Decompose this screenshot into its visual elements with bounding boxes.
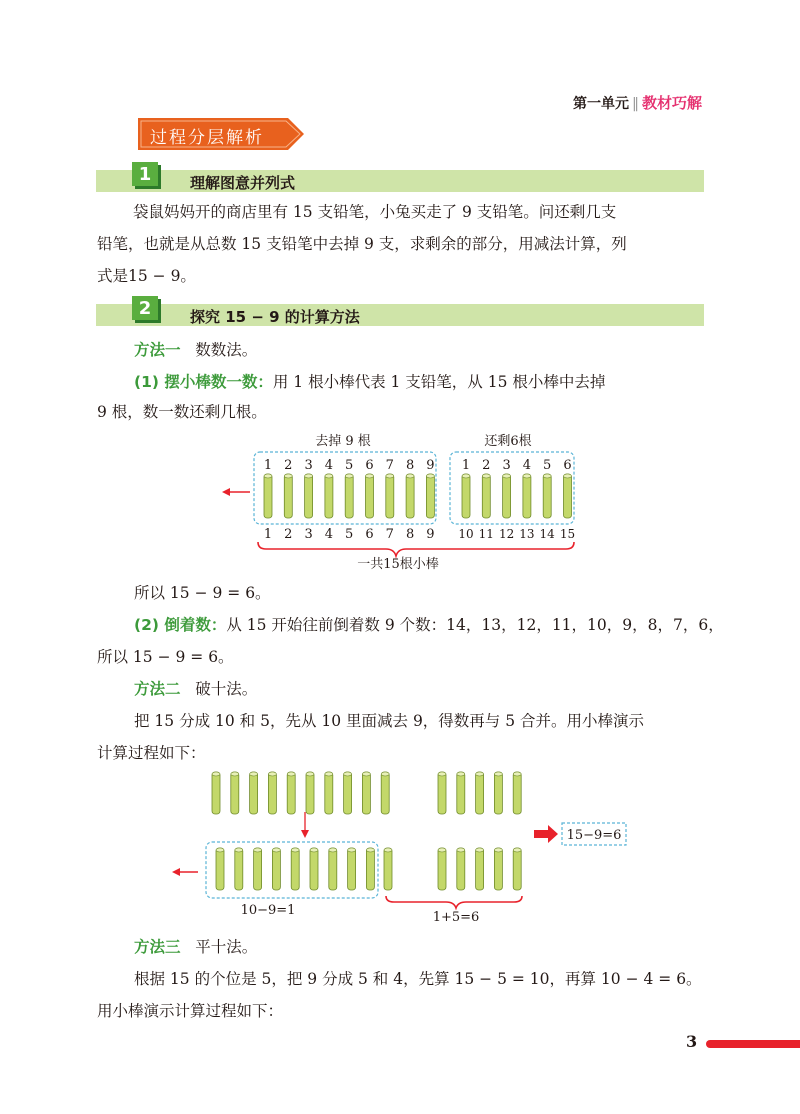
method-3-heading <box>134 935 257 957</box>
figure-2-top-sticks <box>212 772 521 814</box>
footer-red-bar <box>706 1040 800 1048</box>
figure-2-top-stick <box>287 772 295 814</box>
method-2-name: 破十法。 <box>195 680 258 698</box>
figure-2-bottom-stick <box>272 848 280 890</box>
figure-1-stick <box>462 474 470 518</box>
figure-2-top-stick <box>457 772 465 814</box>
figure-1-stick <box>523 474 531 518</box>
figure-1-top-number: 5 <box>345 458 354 473</box>
section-1-line-3: 式是15 − 9。 <box>97 267 196 285</box>
method-1-step-2-line-1 <box>134 613 724 635</box>
figure-1-top-number: 2 <box>284 458 293 473</box>
method-2-label: 方法二 <box>134 680 181 698</box>
figure-2-right-arrow-icon <box>534 825 558 843</box>
figure-1-bottom-number: 10 <box>458 527 474 541</box>
figure-2-top-stick <box>231 772 239 814</box>
figure-2-bottom-stick <box>348 848 356 890</box>
figure-2-bottom-stick <box>291 848 299 890</box>
figure-2-bottom-stick <box>494 848 502 890</box>
section-2-bar <box>96 304 704 326</box>
figure-1-stick <box>305 474 313 518</box>
method-3-name: 平十法。 <box>195 938 258 956</box>
figure-1-sticks <box>264 474 572 518</box>
figure-2-top-stick <box>513 772 521 814</box>
header-divider: ‖ <box>631 96 639 112</box>
section-2-number: 2 <box>138 298 152 319</box>
figure-2-top-stick <box>212 772 220 814</box>
figure-2-top-stick <box>268 772 276 814</box>
figure-1-top-number: 2 <box>482 458 491 473</box>
figure-2-top-stick <box>306 772 314 814</box>
method-2-line-1: 把 15 分成 10 和 5，先从 10 里面减去 9，得数再与 5 合并。用小棒演示 <box>134 712 645 730</box>
figure-1-top-number: 1 <box>461 458 471 473</box>
figure-2-eq-2: 1+5=6 <box>432 910 480 924</box>
figure-2-brace <box>386 896 522 908</box>
figure-2-bottom-stick <box>457 848 465 890</box>
figure-1-stick <box>482 474 490 518</box>
method-1-heading <box>134 338 257 360</box>
figure-1-bottom-number: 15 <box>559 527 576 541</box>
method-1-step-1-label: (1) 摆小棒数一数： <box>134 373 273 391</box>
figure-1-top-number: 5 <box>543 458 552 473</box>
figure-2-top-stick <box>344 772 352 814</box>
figure-1-bottom-number: 8 <box>405 527 415 542</box>
figure-1-bottom-number: 6 <box>365 527 374 542</box>
figure-1-bottom-number: 14 <box>539 527 555 541</box>
method-1-step-1-text: 用 1 根小棒代表 1 支铅笔，从 15 根小棒中去掉 <box>272 373 606 391</box>
method-1-name: 数数法。 <box>195 341 258 359</box>
figure-1-bottom-number: 1 <box>263 527 273 542</box>
figure-1-top-number: 7 <box>385 458 394 473</box>
figure-1-total-label: 一共15根小棒 <box>357 557 439 572</box>
figure-1-left-arrow-icon <box>222 488 230 496</box>
figure-2-bottom-stick <box>216 848 224 890</box>
method-1-result-1: 所以 15 − 9 = 6。 <box>134 584 271 602</box>
figure-1-top-number: 1 <box>263 458 273 473</box>
figure-1-bottom-number: 11 <box>478 527 494 541</box>
section-1-number-box <box>132 162 162 188</box>
figure-1-stick <box>284 474 292 518</box>
figure-2-bottom-stick <box>366 848 374 890</box>
figure-1-stick <box>564 474 572 518</box>
method-1-step-1-line-2: 9 根，数一数还剩几根。 <box>97 403 267 421</box>
figure-1-bottom-number: 3 <box>304 527 313 542</box>
figure-1-top-number: 6 <box>563 458 572 473</box>
section-1-bar <box>96 170 704 192</box>
figure-1-stick <box>543 474 551 518</box>
figure-2-top-stick <box>250 772 258 814</box>
figure-1-top-number: 4 <box>324 458 334 473</box>
figure-1-stick <box>264 474 272 518</box>
figure-1-bottom-numbers <box>264 527 575 542</box>
section-2-number-box <box>132 296 162 322</box>
figure-1-top-numbers <box>264 458 572 473</box>
method-1-step-1-line-1 <box>134 370 605 392</box>
method-1-step-2-label: (2) 倒着数： <box>134 616 227 634</box>
figure-1-stick <box>426 474 434 518</box>
figure-2-bottom-stick <box>235 848 243 890</box>
figure-2-top-stick <box>438 772 446 814</box>
section-1-line-1: 袋鼠妈妈开的商店里有 15 支铅笔，小兔买走了 9 支铅笔。问还剩几支 <box>133 203 617 221</box>
figure-2-bottom-stick <box>254 848 262 890</box>
figure-2-bottom-stick <box>438 848 446 890</box>
figure-1-remain-label: 还剩6根 <box>484 434 532 449</box>
figure-1-stick <box>366 474 374 518</box>
figure-1-brace <box>258 542 574 556</box>
figure-1-top-number: 8 <box>405 458 415 473</box>
figure-1-remove-label: 去掉 9 根 <box>315 434 371 449</box>
figure-1-stick <box>345 474 353 518</box>
figure-1-stick <box>325 474 333 518</box>
method-1-label: 方法一 <box>134 341 181 359</box>
section-1-line-2: 铅笔，也就是从总数 15 支铅笔中去掉 9 支，求剩余的部分，用减法计算，列 <box>97 235 627 253</box>
figure-2-result: 15−9=6 <box>566 828 622 843</box>
figure-1-top-number: 3 <box>304 458 313 473</box>
section-1-number: 1 <box>138 164 152 185</box>
figure-2-down-arrow-icon <box>301 830 309 838</box>
figure-2-top-stick <box>494 772 502 814</box>
figure-1-stick <box>503 474 511 518</box>
method-3-label: 方法三 <box>134 938 181 956</box>
figure-2-top-stick <box>476 772 484 814</box>
figure-2-eq-1: 10−9=1 <box>240 903 296 918</box>
figure-1-top-number: 3 <box>502 458 511 473</box>
method-2-line-2: 计算过程如下： <box>97 744 206 762</box>
method-3-line-2: 用小棒演示计算过程如下： <box>97 1002 284 1020</box>
page-number: 3 <box>686 1032 698 1051</box>
figure-1-bottom-number: 7 <box>385 527 394 542</box>
figure-1-top-number: 6 <box>365 458 374 473</box>
figure-2-bottom-stick <box>513 848 521 890</box>
header-topic: 教材巧解 <box>641 94 702 112</box>
figure-1-stick <box>386 474 394 518</box>
banner-label: 过程分层解析 <box>150 128 264 148</box>
figure-1-bottom-number: 2 <box>284 527 293 542</box>
figure-2-bottom-stick <box>310 848 318 890</box>
section-1-title: 理解图意并列式 <box>190 174 296 192</box>
figure-1-top-number: 4 <box>522 458 532 473</box>
section-banner <box>138 118 304 150</box>
figure-2-top-stick <box>325 772 333 814</box>
section-2-title: 探究 15 − 9 的计算方法 <box>190 308 360 326</box>
figure-2-top-stick <box>381 772 389 814</box>
figure-1-bottom-number: 4 <box>324 527 334 542</box>
figure-2-bottom-sticks <box>216 848 521 890</box>
figure-2-break-ten-sticks <box>170 768 630 924</box>
running-header <box>573 92 702 113</box>
figure-1-counting-sticks <box>218 428 584 572</box>
figure-2-bottom-stick <box>384 848 392 890</box>
method-1-step-2-text: 从 15 开始往前倒着数 9 个数：14，13，12，11，10，9，8，7，6， <box>226 616 724 634</box>
figure-2-bottom-stick <box>476 848 484 890</box>
method-3-line-1: 根据 15 的个位是 5，把 9 分成 5 和 4，先算 15 − 5 = 10，再算 10 − 4 = 6。 <box>134 970 702 988</box>
figure-1-top-number: 9 <box>426 458 435 473</box>
figure-2-left-arrow-icon <box>172 868 180 876</box>
figure-1-bottom-number: 5 <box>345 527 354 542</box>
figure-1-bottom-number: 13 <box>519 527 535 541</box>
method-2-heading <box>134 677 257 699</box>
header-unit: 第一单元 <box>572 96 629 112</box>
figure-2-bottom-stick <box>329 848 337 890</box>
figure-1-stick <box>406 474 414 518</box>
figure-1-bottom-number: 12 <box>498 527 515 541</box>
figure-1-bottom-number: 9 <box>426 527 435 542</box>
method-1-step-2-line-2: 所以 15 − 9 = 6。 <box>97 648 234 666</box>
figure-2-top-stick <box>362 772 370 814</box>
